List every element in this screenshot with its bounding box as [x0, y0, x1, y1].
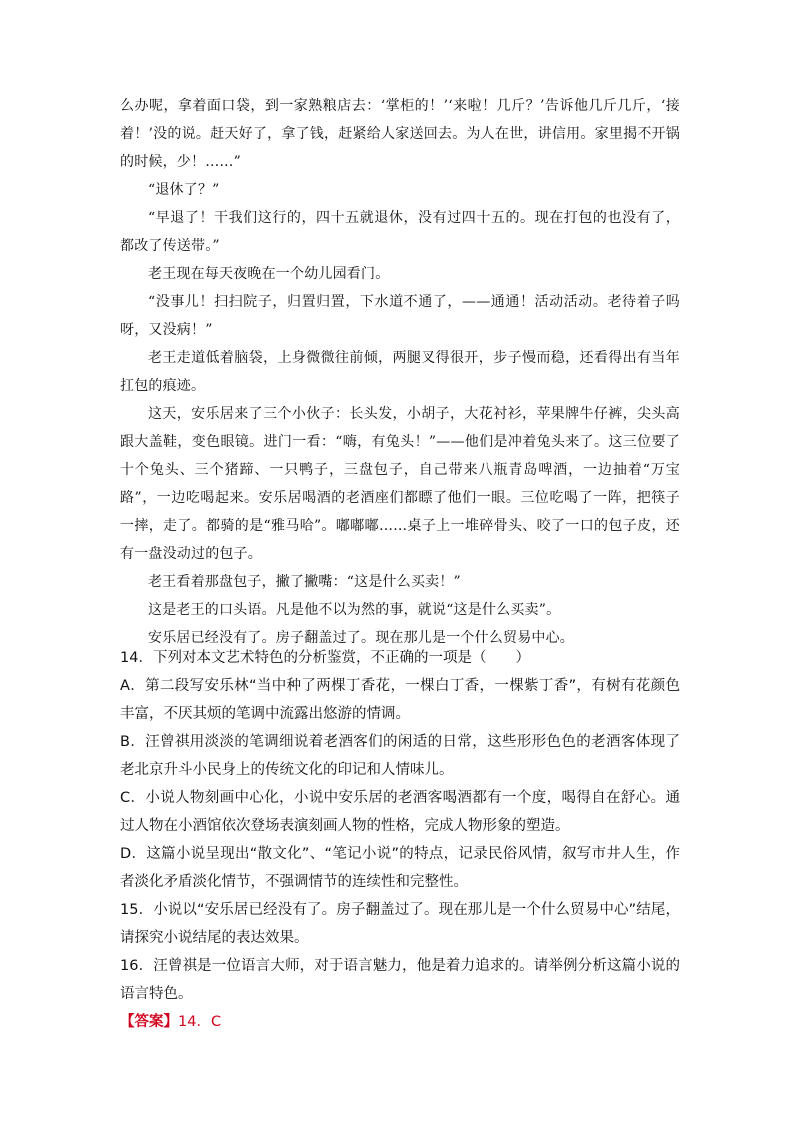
option-d: D．这篇小说呈现出“散文化”、“笔记小说”的特点，记录民俗风情，叙写市井人生，作者淡化矛盾淡化情节，不强调情节的连续性和完整性。 — [120, 846, 680, 890]
answer-value: 14．C — [178, 1014, 222, 1030]
passage-paragraph-10: 安乐居已经没有了。房子翻盖过了。现在那儿是一个什么贸易中心。 — [148, 630, 574, 646]
option-a: A．第二段写安乐林“当中种了两棵丁香花，一棵白丁香，一棵紫丁香”，有树有花颜色丰富，不厌其烦的笔调中流露出悠游的情调。 — [120, 678, 680, 722]
question-15: 15．小说以“安乐居已经没有了。房子翻盖过了。现在那儿是一个什么贸易中心”结尾，请探究小说结尾的表达效果。 — [120, 902, 680, 946]
question-14: 14．下列对本文艺术特色的分析鉴赏，不正确的一项是（ ） — [120, 650, 530, 666]
passage-paragraph-1: 么办呢，拿着面口袋，到一家熟粮店去：‘掌柜的！’‘来啦！几斤？’告诉他几斤几斤，‘接着！’没的说。赶天好了，拿了钱，赶紧给人家送回去。为人在世，讲信用。家里揭不开锅的时候，少！……” — [120, 98, 680, 170]
passage-paragraph-4: 老王现在每天夜晚在一个幼儿园看门。 — [148, 266, 390, 282]
questions — [120, 644, 680, 1036]
passage-paragraph-5: “没事儿！扫扫院子，归置归置，下水道不通了，——通通！活动活动。老待着子吗呀，又没病！” — [120, 294, 680, 338]
option-b: B．汪曾祺用淡淡的笔调细说着老酒客们的闲适的日常，这些形形色色的老酒客体现了老北京升斗小民身上的传统文化的印记和人情味儿。 — [120, 734, 680, 778]
option-c: C．小说人物刻画中心化，小说中安乐居的老酒客喝酒都有一个度，喝得自在舒心。通过人物在小酒馆依次登场表演刻画人物的性格，完成人物形象的塑造。 — [120, 790, 680, 834]
passage-paragraph-3: “早退了！干我们这行的，四十五就退休，没有过四十五的。现在打包的也没有了，都改了传送带。” — [120, 210, 680, 254]
answer-tag: 【答案】 — [120, 1014, 178, 1030]
passage-paragraph-6: 老王走道低着脑袋，上身微微往前倾，两腿叉得很开，步子慢而稳，还看得出有当年扛包的痕迹。 — [120, 350, 680, 394]
answer-line — [120, 1008, 680, 1036]
passage — [120, 92, 680, 652]
passage-paragraph-8: 老王看着那盘包子，撇了撇嘴：“这是什么买卖！” — [148, 574, 461, 590]
question-16: 16．汪曾祺是一位语言大师，对于语言魅力，他是着力追求的。请举例分析这篇小说的语言特色。 — [120, 958, 680, 1002]
passage-paragraph-9: 这是老王的口头语。凡是他不以为然的事，就说“这是什么买卖”。 — [148, 602, 561, 618]
passage-paragraph-2: “退休了？” — [148, 182, 220, 198]
passage-paragraph-7: 这天，安乐居来了三个小伙子：长头发，小胡子，大花衬衫，苹果牌牛仔裤，尖头高跟大盖鞋，变色眼镜。进门一看：“嗨，有兔头！”——他们是冲着兔头来了。这三位要了十个兔头、三个猪蹄、一只鸭子，三盘包子，自己带来八瓶青岛啤酒，一边抽着“万宝路”，一边吃喝起来。安乐居喝酒的老酒座们都瞟了他们一眼。三位吃喝了一阵，把筷子一摔，走了。都骑的是“雅马哈”。嘟嘟嘟……桌子上一堆碎骨头、咬了一口的包子皮，还有一盘没动过的包子。 — [120, 406, 680, 562]
